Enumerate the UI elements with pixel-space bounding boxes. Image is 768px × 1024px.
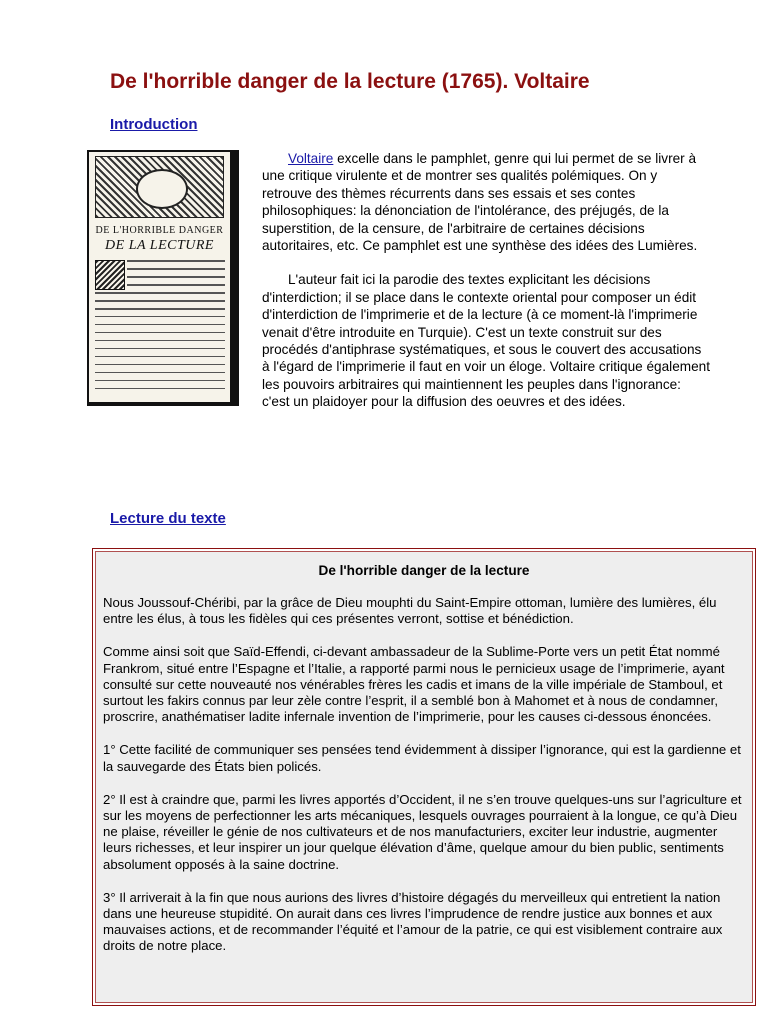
text-paragraph: Nous Joussouf-Chéribi, par la grâce de Dieu mouphti du Saint-Empire ottoman, lumière des lumières, élu entre les élus, à tous les fidèles qui ces présentes verront, sottise et bénédiction. [103, 595, 717, 627]
intro-paragraph-2: L'auteur fait ici la parodie des textes explicitant les décisions d'interdiction; il se place dans le contexte oriental pour composer un édit d'interdiction de l'imprimerie et de la lecture (à ce moment-là l'imprimerie venait d'être introduite en Turquie). C'est un texte construit sur des procédés d'antiphrase systématiques, et sous le couvert des accusations à l'égard de l'imprimerie il faut en voir un éloge. Voltaire critique également les pouvoirs arbitraires qui maintiennent les peuples dans l'ignorance: c'est un plaidoyer pour la diffusion des oeuvres et des idées. [262, 272, 710, 410]
book-page [89, 152, 230, 402]
book-heading-line1: DE L'HORRIBLE DANGER [95, 225, 224, 236]
text-paragraph: 1° Cette facilité de communiquer ses pensées tend évidemment à dissiper l’ignorance, qui est la gardienne et la sauvegarde des États bien policés. [103, 742, 741, 774]
introduction-text [262, 150, 710, 428]
lecture-du-texte-link[interactable]: Lecture du texte [110, 510, 226, 527]
text-paragraph: 2° Il est à craindre que, parmi les livres apportés d’Occident, il ne s’en trouve quelques-uns sur l’agriculture et sur les moyens de perfectionner les arts mécaniques, lesquels ouvrages pourraient à la longue, ce qu’à Dieu ne plaise, réveiller le génie de nos cultivateurs et de nos manufacturiers, exciter leur industrie, augmenter leurs richesses, et leur inspirer un jour quelque élévation d’âme, quelque amour du bien public, sentiments absolument opposés à la saine doctrine. [103, 791, 742, 872]
page-title: De l'horrible danger de la lecture (1765). Voltaire [110, 70, 590, 93]
introduction-link[interactable]: Introduction [110, 116, 198, 133]
text-paragraph: 3° Il arriverait à la fin que nous aurions des livres d’histoire dégagés du merveilleux qui entretient la nation dans une heureuse stupidité. On aurait dans ces livres l’imprudence de rendre justice aux bonnes et aux mauvaises actions, et de recommander l’équité et l’amour de la patrie, ce qui est visiblement contraire aux droits de notre place. [103, 889, 723, 954]
book-dropcap [95, 260, 125, 290]
text-box [92, 548, 756, 1006]
text-paragraph: Comme ainsi soit que Saïd-Effendi, ci-devant ambassadeur de la Sublime-Porte vers un petit État nommé Frankrom, situé entre l’Espagne et l’Italie, a rapporté parmi nous le pernicieux usage de l’imprimerie, ayant consulté sur cette nouveauté nos vénérables frères les cadis et imans de la ville impériale de Stamboul, et surtout les fakirs connus par leur zèle contre l’esprit, il a semblé bon à Mahomet et à nous de condamner, proscrire, anathématiser ladite infernale invention de l’imprimerie, pour les causes ci-dessous énoncées. [103, 644, 725, 725]
voltaire-link[interactable]: Voltaire [288, 151, 334, 166]
text-box-title: De l'horrible danger de la lecture [318, 563, 530, 578]
book-heading-line2: DE LA LECTURE [105, 238, 214, 253]
intro-paragraph-1-text: excelle dans le pamphlet, genre qui lui permet de se livrer à une critique virulente et de montrer ses qualités polémiques. On y retrouve des thèmes récurrents dans ses essais et ses contes philosophiques: la dénonciation de l'intolérance, des préjugés, de la superstition, de la censure, de l'arbitraire de certaines décisions autoritaires, etc. Ce pamphlet est une synthèse des idées des Lumières. [262, 151, 698, 254]
intro-paragraph-1 [262, 150, 710, 254]
book-ornament-engraving [95, 156, 224, 218]
book-page-image [87, 150, 239, 406]
